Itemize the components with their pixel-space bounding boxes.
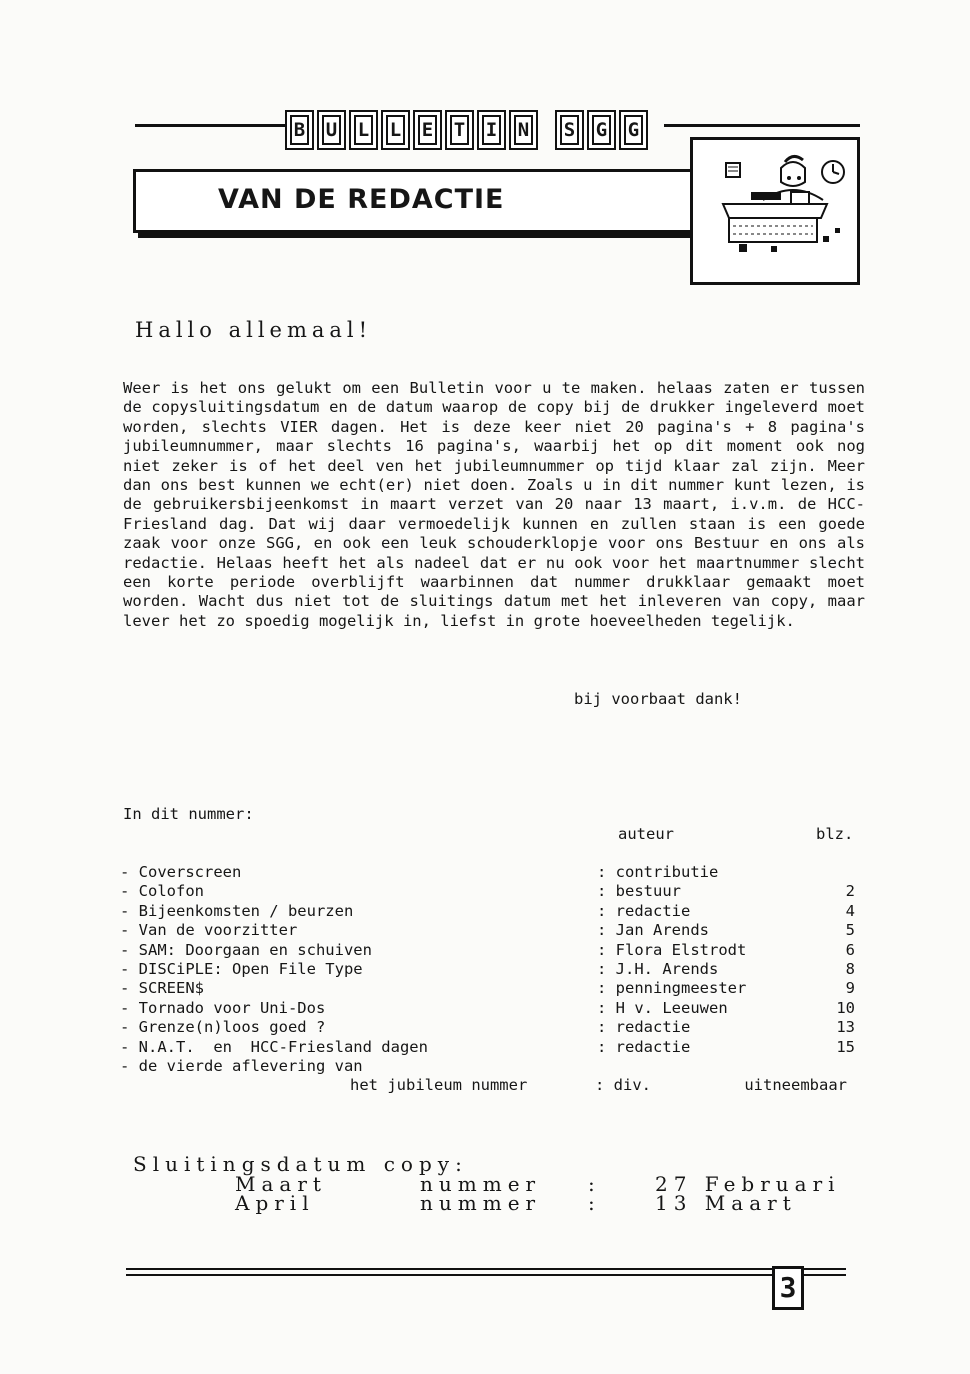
column-header-page: blz. [816,825,854,843]
logo-letter: S [555,110,584,150]
section-title: VAN DE REDACTIE [218,184,505,215]
greeting: Hallo allemaal! [135,318,373,342]
logo-letter: G [587,110,616,150]
deadline-month: April [235,1191,315,1215]
header-rule-left [135,124,285,127]
logo-letter: N [509,110,538,150]
contents-list [120,863,855,1076]
list-item: - Coverscreen : contributie [120,863,719,881]
editorial-text: Weer is het ons gelukt om een Bulletin voor u te maken. helaas zaten er tussen de copysluitingsdatum en de datum waarop de copy bij de drukker ingeleverd moet worden, slechts VIER dagen. Het is deze keer niet 20 pagina's + 8 pagina's jubileumnummer, maar slechts 16 pagina's, waarbij het op dit moment ook nog niet zeker is of het deel ven het jubileumnummer op tijd klaar zal zijn. Meer dan ons best kunnen we echt(er) niet doen. Zoals u in dit nummer kunt lezen, is de gebruikersbijeenkomst in maart verzet van 20 naar 13 maart, i.v.m. de HCC-Friesland dag. Dat wij daar vermoedelijk kunnen en zullen staan is een goede zaak voor onze SGG, en ook een leuk schouderklopje voor ons Bestuur en ons als redactie. Helaas heeft het als nadeel dat er nu ook voor het maartnummer slecht een korte periode overblijft waarbinnen dat nummer drukklaar gemaakt moet worden. Wacht dus niet tot de sluitings datum met het inleveren van copy, maar lever het zo spoedig mogelijk in, liefst in grote hoeveelheden tegelijk. [123,379,865,630]
deadline-heading: Sluitingsdatum copy: [133,1152,468,1176]
logo-letter: U [317,110,346,150]
column-header-author: auteur [618,825,674,843]
logo-letter: I [477,110,506,150]
deadline-label: nummer [420,1191,542,1215]
footer-rule-2 [126,1274,846,1276]
logo-letter: B [285,110,314,150]
list-item: - SAM: Doorgaan en schuiven : Flora Elstrodt 6 [120,940,855,959]
logo-letter: T [445,110,474,150]
list-item: - SCREEN$ : penningmeester 9 [120,979,855,998]
list-item: - Van de voorzitter : Jan Arends 5 [120,921,855,940]
section-banner [133,169,717,233]
signoff: bij voorbaat dank! [574,690,742,708]
editorial-paragraph [123,379,865,631]
list-item: - Tornado voor Uni-Dos : H v. Leeuwen 10 [120,998,855,1017]
list-item: - Grenze(n)loos goed ? : redactie 13 [120,1018,855,1037]
logo-letter: G [619,110,648,150]
list-item: - de vierde aflevering van [120,1056,363,1075]
deadline-month: Maart [235,1172,327,1196]
deadline-separator: : [588,1172,601,1196]
editor-illustration-frame [690,137,860,285]
deadline-date: 27 Februari [655,1172,841,1196]
logo-letter: L [349,110,378,150]
header-rule-right [664,124,860,127]
footer-rule-1 [126,1268,846,1270]
list-item: - N.A.T. en HCC-Friesland dagen : redactie 15 [120,1037,855,1056]
contents-heading: In dit nummer: [123,805,254,823]
deadline-separator: : [588,1191,601,1215]
page-number: 3 [772,1266,804,1310]
logo-letter: E [413,110,442,150]
deadline-label: nummer [420,1172,542,1196]
bulletin-logo [285,110,651,150]
list-item: - Bijeenkomsten / beurzen : redactie 4 [120,901,855,920]
list-item: - Colofon : bestuur 2 [120,882,855,901]
deadline-date: 13 Maart [655,1191,797,1215]
logo-letter: L [381,110,410,150]
editor-at-desk-icon [693,140,857,282]
list-item: - DISCiPLE: Open File Type : J.H. Arends 8 [120,959,855,978]
